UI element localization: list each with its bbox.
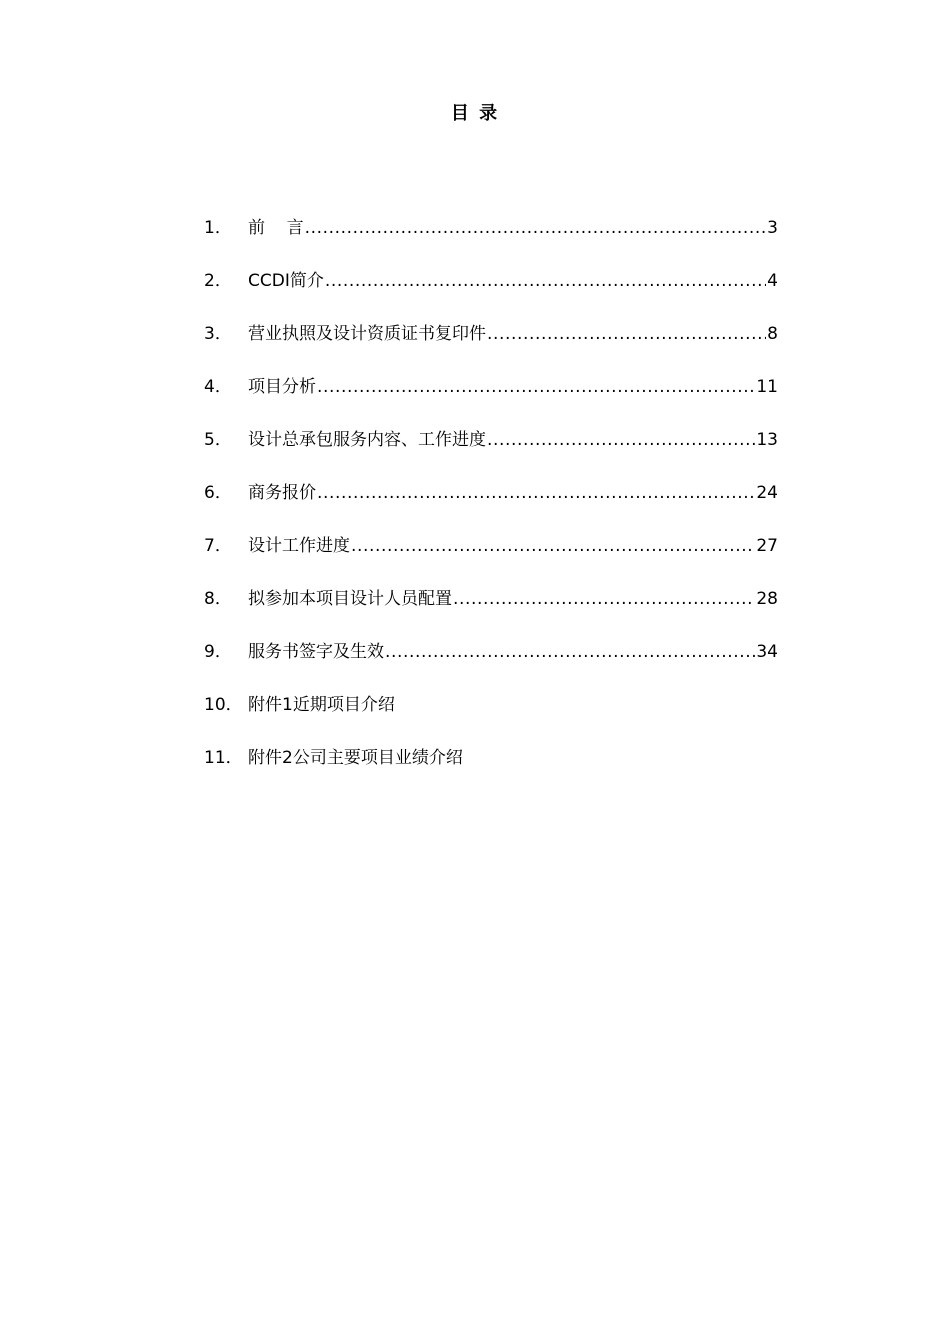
toc-entry-title: 服务书签字及生效 (248, 642, 384, 662)
toc-entry-page: 13 (756, 430, 778, 450)
toc-entry-title: 附件2公司主要项目业绩介绍 (248, 748, 463, 768)
toc-entry-number: 4． (204, 377, 232, 397)
toc-entry[interactable] (204, 320, 778, 373)
toc-entry[interactable] (204, 585, 778, 638)
toc-entry-title: 前 言 (248, 218, 304, 238)
toc-dot-leader (487, 320, 766, 348)
toc-entry-number: 10． (204, 695, 243, 715)
toc-entry-title: 附件1近期项目介绍 (248, 695, 395, 715)
toc-entry-number: 5． (204, 430, 232, 450)
toc-entry-number: 11． (204, 748, 243, 768)
toc-entry[interactable] (204, 744, 778, 797)
toc-entry[interactable] (204, 426, 778, 479)
toc-entry-number: 2． (204, 271, 232, 291)
toc-entry-title: CCDI简介 (248, 271, 324, 291)
toc-entry-title: 设计工作进度 (248, 536, 350, 556)
toc-entry-number: 7． (204, 536, 232, 556)
toc-dot-leader (453, 585, 755, 613)
toc-entry[interactable] (204, 691, 778, 744)
toc-entry[interactable] (204, 532, 778, 585)
toc-entry-number: 3． (204, 324, 232, 344)
toc-entry-page: 24 (756, 483, 778, 503)
toc-dot-leader (487, 426, 755, 454)
toc-entry[interactable] (204, 373, 778, 426)
toc-entry[interactable] (204, 267, 778, 320)
table-of-contents (204, 214, 778, 797)
toc-entry-number: 1． (204, 218, 232, 238)
toc-title: 目 录 (450, 103, 500, 124)
toc-entry-page: 8 (767, 324, 778, 344)
toc-entry-title: 项目分析 (248, 377, 316, 397)
toc-entry-page: 4 (767, 271, 778, 291)
toc-entry-number: 9． (204, 642, 232, 662)
toc-entry-number: 8． (204, 589, 232, 609)
toc-entry-page: 34 (756, 642, 778, 662)
toc-entry-page: 27 (756, 536, 778, 556)
toc-entry-title: 营业执照及设计资质证书复印件 (248, 324, 486, 344)
toc-entry-page: 28 (756, 589, 778, 609)
toc-dot-leader (317, 373, 755, 401)
toc-entry[interactable] (204, 638, 778, 691)
toc-entry[interactable] (204, 479, 778, 532)
toc-entry-title: 拟参加本项目设计人员配置 (248, 589, 452, 609)
toc-dot-leader (351, 532, 755, 560)
toc-dot-leader (305, 214, 767, 242)
toc-dot-leader (385, 638, 755, 666)
toc-entry-page: 3 (767, 218, 778, 238)
toc-entry-title: 商务报价 (248, 483, 316, 503)
toc-entry-number: 6． (204, 483, 232, 503)
toc-entry[interactable] (204, 214, 778, 267)
toc-dot-leader (325, 267, 766, 295)
toc-entry-page: 11 (756, 377, 778, 397)
toc-dot-leader (317, 479, 755, 507)
toc-entry-title: 设计总承包服务内容、工作进度 (248, 430, 486, 450)
